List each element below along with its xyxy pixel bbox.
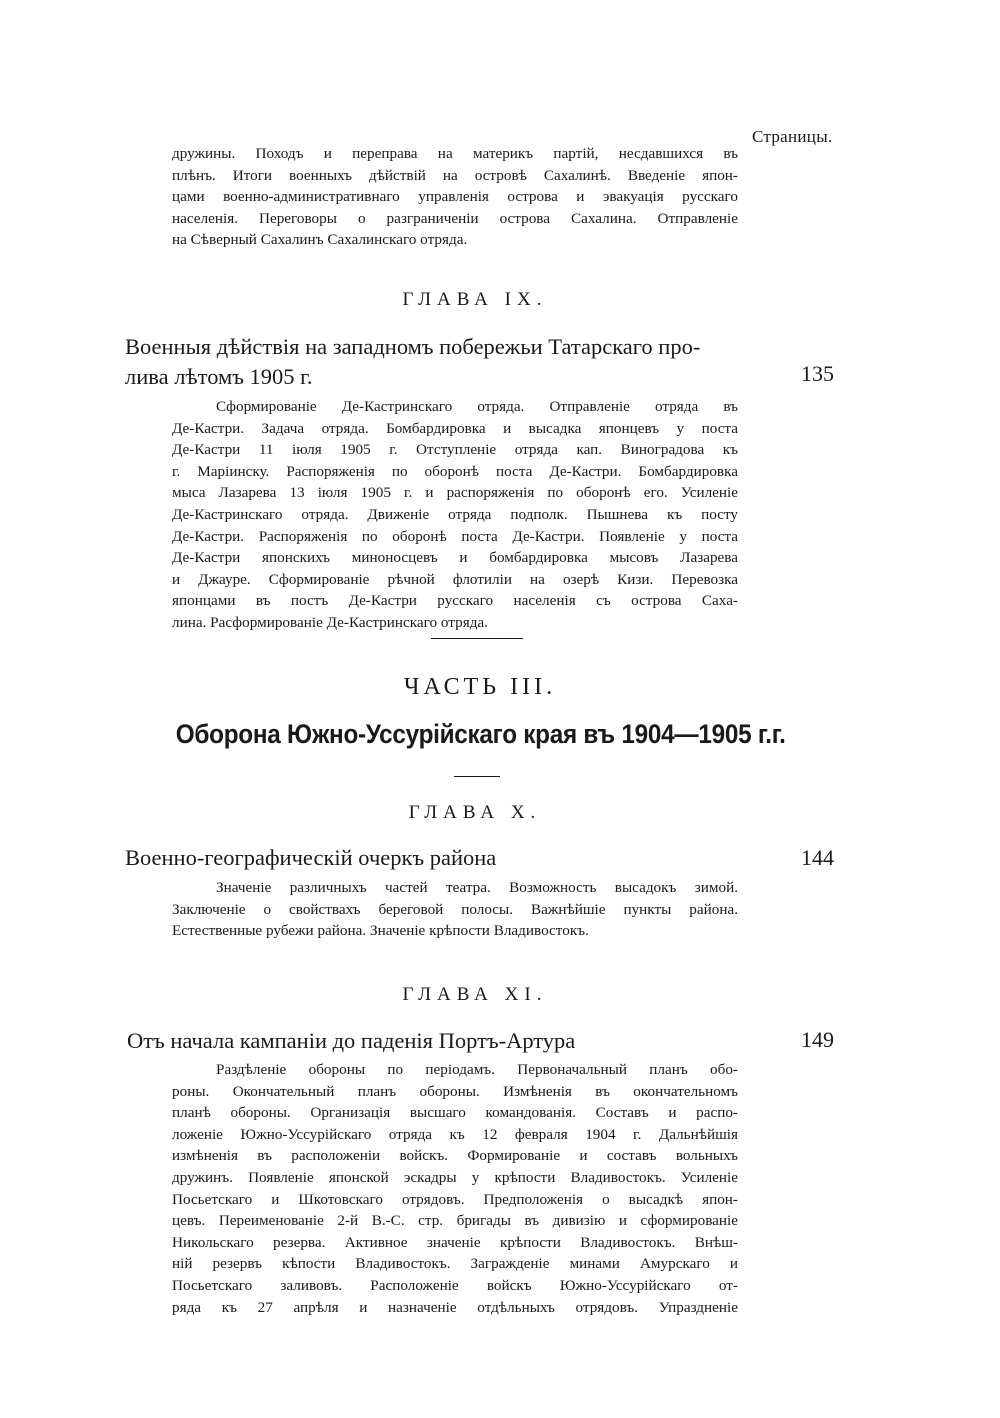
chapter-9-summary-line: и Джауре. Сформированіе рѣчной флотиліи на озерѣ Кизи. Перевозка bbox=[172, 570, 738, 588]
chapter-9-summary-line: Де-Кастри японскихъ миноносцевъ и бомбардировка мысовъ Лазарева bbox=[172, 549, 738, 567]
chapter-9-summary-line: Де-Кастри. Распоряженія по оборонѣ поста Де-Кастри. Появленіе у поста bbox=[172, 527, 738, 545]
part-3-title: Оборона Южно-Уссурійскаго края въ 1904—1905 г.г. bbox=[175, 719, 786, 749]
pages-column-label: Страницы. bbox=[752, 127, 833, 146]
chapter-11-summary-line: ложеніе Южно-Уссурійскаго отряда къ 12 февраля 1904 г. Дальнѣйшія bbox=[172, 1125, 738, 1143]
intro-line: цами военно-административнаго управленія острова и эвакуація русскаго bbox=[172, 188, 738, 206]
chapter-11-summary-line: дружинъ. Появленіе японской эскадры у крѣпости Владивостокъ. Усиленіе bbox=[172, 1168, 738, 1186]
chapter-11-summary-line: планѣ обороны. Организація высшаго командованія. Составъ и распо- bbox=[172, 1104, 738, 1122]
chapter-9-summary-line: Де-Кастри. Задача отряда. Бомбардировка и высадка японцевъ у поста bbox=[172, 419, 738, 437]
intro-line: дружины. Походъ и переправа на материкъ партій, несдавшихся въ bbox=[172, 145, 738, 162]
chapter-11-summary-line: цевъ. Переименованіе 2-й В.-С. стр. бригады въ дивизію и сформированіе bbox=[172, 1212, 738, 1230]
chapter-9-summary-line: лина. Расформированіе Де-Кастринскаго отряда. bbox=[172, 613, 488, 631]
chapter-9-page-number: 135 bbox=[801, 361, 834, 386]
chapter-11-summary-line: измѣненія въ расположеніи войскъ. Формированіе и составъ вольныхъ bbox=[172, 1147, 738, 1165]
chapter-9-title-line: лива лѣтомъ 1905 г. bbox=[125, 364, 313, 389]
section-divider bbox=[431, 638, 523, 639]
chapter-11-summary-line: Никольскаго резерва. Активное значеніе крѣпости Владивостокъ. Внѣш- bbox=[172, 1233, 738, 1251]
chapter-9-title-line: Военныя дѣйствія на западномъ побережьи Татарскаго про- bbox=[125, 334, 701, 359]
chapter-11-title: Отъ начала кампаніи до паденія Портъ-Артура bbox=[127, 1028, 576, 1053]
chapter-10-page-number: 144 bbox=[801, 845, 834, 870]
chapter-10-title: Военно-географическій очеркъ района bbox=[125, 845, 497, 870]
chapter-11-summary-line: роны. Окончательный планъ обороны. Измѣненія въ окончательномъ bbox=[172, 1082, 738, 1100]
chapter-9-summary-line: Сформированіе Де-Кастринскаго отряда. Отправленіе отряда въ bbox=[216, 398, 738, 415]
intro-line: на Сѣверный Сахалинъ Сахалинскаго отряда. bbox=[172, 231, 468, 249]
chapter-9-summary bbox=[172, 396, 738, 634]
intro-line: плѣнъ. Итоги военныхъ дѣйствій на островѣ Сахалинѣ. Введеніе япон- bbox=[172, 166, 738, 184]
chapter-11-summary-line: Посьетскаго заливовъ. Расположеніе войскъ Южно-Уссурійскаго от- bbox=[172, 1276, 738, 1294]
chapter-10-summary bbox=[172, 877, 738, 942]
chapter-9-heading: ГЛАВА IX. bbox=[402, 289, 548, 310]
chapter-9-summary-line: японцами въ постъ Де-Кастри русскаго населенія съ острова Саха- bbox=[172, 592, 738, 610]
chapter-10-heading: ГЛАВА X. bbox=[408, 802, 542, 823]
chapter-11-heading: ГЛАВА XI. bbox=[402, 984, 548, 1005]
chapter-11-page-number: 149 bbox=[801, 1027, 834, 1052]
chapter-11-summary-line: ряда къ 27 апрѣля и назначеніе отдѣльныхъ отрядовъ. Упраздненіе bbox=[172, 1298, 738, 1316]
chapter-9-summary-line: г. Маріинску. Распоряженія по оборонѣ поста Де-Кастри. Бомбардировка bbox=[172, 462, 738, 480]
chapter-9-title bbox=[125, 332, 700, 392]
chapter-11-summary bbox=[172, 1059, 738, 1318]
chapter-11-summary-line: Посьетскаго и Шкотовскаго отрядовъ. Предположенія о высадкѣ япон- bbox=[172, 1190, 738, 1208]
part-divider bbox=[454, 776, 500, 777]
chapter-9-summary-line: мыса Лазарева 13 іюля 1905 г. и распоряженія по оборонѣ его. Усиленіе bbox=[172, 484, 738, 502]
chapter-10-summary-line: Значеніе различныхъ частей театра. Возможность высадокъ зимой. bbox=[216, 879, 738, 896]
intro-line: населенія. Переговоры о разграниченіи острова Сахалина. Отправленіе bbox=[172, 209, 738, 227]
chapter-11-summary-line: ній резервъ кѣпости Владивостокъ. Загражденіе минами Амурскаго и bbox=[172, 1255, 738, 1273]
chapter-9-summary-line: Де-Кастри 11 іюля 1905 г. Отступленіе отряда кап. Виноградова къ bbox=[172, 441, 738, 459]
chapter-10-summary-line: Естественные рубежи района. Значеніе крѣпости Владивостокъ. bbox=[172, 922, 589, 940]
chapter-11-summary-line: Раздѣленіе обороны по періодамъ. Первоначальный планъ обо- bbox=[216, 1061, 738, 1078]
chapter-10-summary-line: Заключеніе о свойствахъ береговой полосы. Важнѣйшіе пункты района. bbox=[172, 900, 738, 918]
chapter-9-summary-line: Де-Кастринскаго отряда. Движеніе отряда подполк. Пышнева къ посту bbox=[172, 505, 738, 523]
intro-paragraph bbox=[172, 143, 738, 251]
part-3-label: ЧАСТЬ III. bbox=[403, 674, 557, 700]
